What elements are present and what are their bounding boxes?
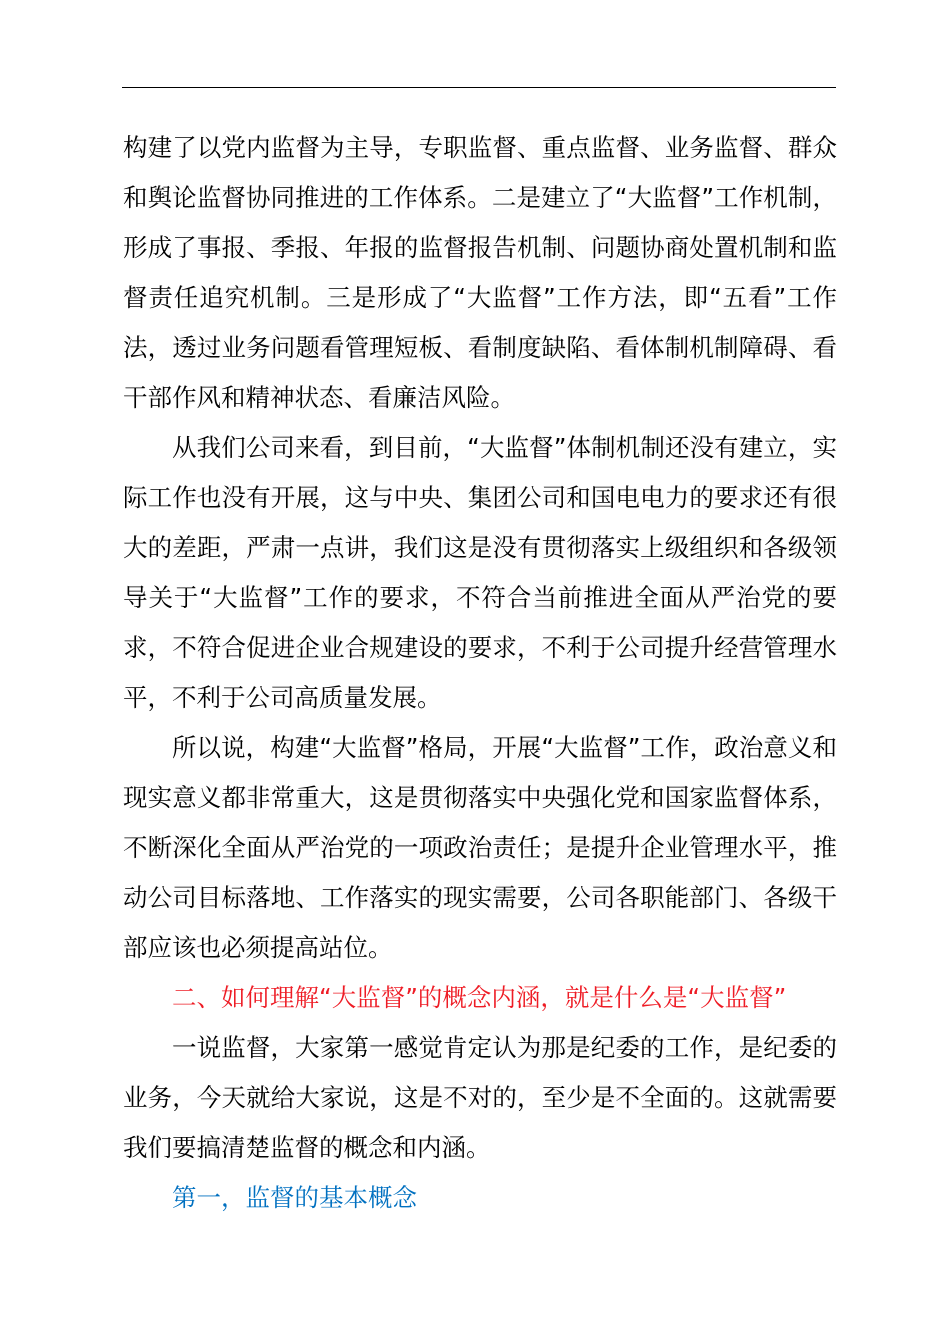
body-paragraph: 从我们公司来看，到目前，“大监督”体制机制还没有建立，实际工作也没有开展，这与中央、集团公司和国电电力的要求还有很大的差距，严肃一点讲，我们这是没有贯彻落实上级组织和各级领导关于“大监督”工作的要求，不符合当前推进全面从严治党的要求，不符合促进企业合规建设的要求，不利于公司提升经营管理水平，不利于公司高质量发展。 <box>123 433 837 712</box>
section-heading: 二、如何理解“大监督”的概念内涵，就是什么是“大监督” <box>172 983 787 1012</box>
body-paragraph: 所以说，构建“大监督”格局，开展“大监督”工作，政治意义和现实意义都非常重大，这是贯彻落实中央强化党和国家监督体系，不断深化全面从严治党的一项政治责任；是提升企业管理水平，推动公司目标落地、工作落实的现实需要，公司各职能部门、各级干部应该也必须提高站位。 <box>123 733 837 962</box>
subsection-heading: 第一，监督的基本概念 <box>172 1183 417 1212</box>
header-rule <box>122 87 836 88</box>
document-body <box>123 123 837 1223</box>
body-paragraph: 构建了以党内监督为主导，专职监督、重点监督、业务监督、群众和舆论监督协同推进的工作体系。二是建立了“大监督”工作机制，形成了事报、季报、年报的监督报告机制、问题协商处置机制和监督责任追究机制。三是形成了“大监督”工作方法，即“五看”工作法，透过业务问题看管理短板、看制度缺陷、看体制机制障碍、看干部作风和精神状态、看廉洁风险。 <box>123 133 837 412</box>
body-paragraph: 一说监督，大家第一感觉肯定认为那是纪委的工作，是纪委的业务，今天就给大家说，这是不对的，至少是不全面的。这就需要我们要搞清楚监督的概念和内涵。 <box>123 1033 837 1162</box>
